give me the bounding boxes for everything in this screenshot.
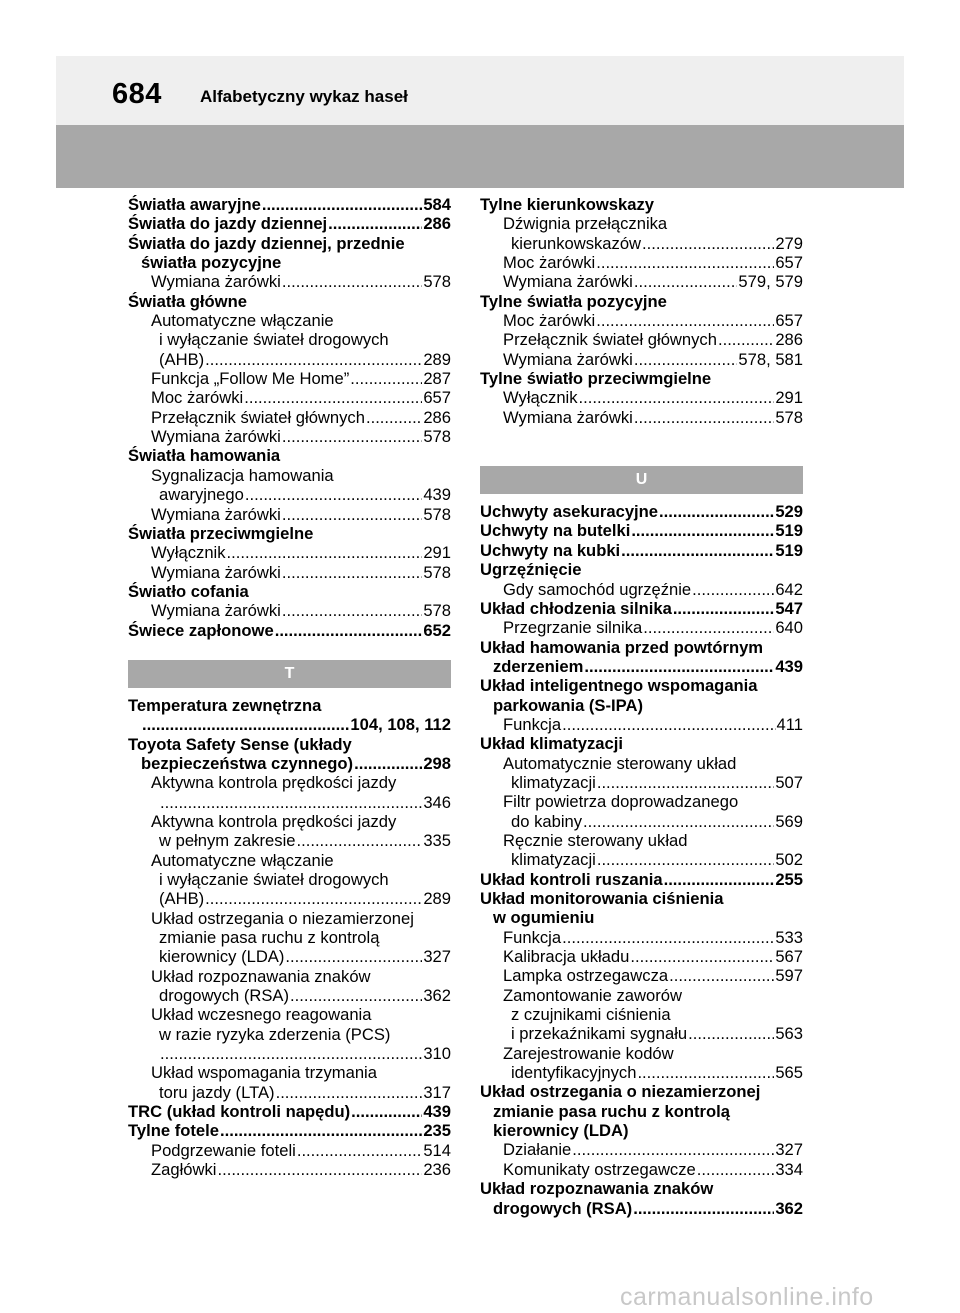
dot-leader bbox=[282, 505, 422, 524]
page-reference: 286 bbox=[423, 214, 451, 234]
dot-leader bbox=[282, 272, 422, 291]
index-subentry bbox=[128, 889, 451, 908]
entry-text: Tylne fotele bbox=[128, 1121, 219, 1141]
page-reference: 565 bbox=[775, 1063, 803, 1083]
entry-text: (AHB) bbox=[159, 889, 205, 909]
entry-text: kierownicy (LDA) bbox=[159, 947, 285, 967]
entry-text: Funkcja bbox=[503, 714, 562, 734]
index-subentry bbox=[480, 1160, 803, 1179]
entry-text: Moc żarówki bbox=[151, 388, 244, 408]
index-subentry: Filtr powietrza doprowadzanego bbox=[503, 792, 739, 812]
page-reference: 287 bbox=[423, 369, 451, 389]
entry-text: do kabiny bbox=[511, 811, 583, 831]
dot-leader bbox=[297, 1141, 422, 1160]
index-entry: Układ monitorowania ciśnienia bbox=[480, 889, 724, 908]
entry-text: Przegrzanie silnika bbox=[503, 618, 643, 638]
page-reference: 439 bbox=[775, 656, 803, 676]
index-subentry: i wyłączanie świateł drogowych bbox=[159, 330, 389, 350]
page-reference: 236 bbox=[423, 1160, 451, 1180]
page-reference: 569 bbox=[775, 811, 803, 831]
page-reference: 310 bbox=[423, 1044, 451, 1064]
dot-leader bbox=[634, 350, 738, 369]
dot-leader bbox=[642, 234, 774, 253]
entry-text: TRC (układ kontroli napędu) bbox=[128, 1102, 351, 1122]
entry-text: Uchwyty na kubki bbox=[480, 540, 621, 560]
index-entry bbox=[128, 715, 451, 734]
dot-leader bbox=[633, 1199, 774, 1218]
index-subentry bbox=[128, 350, 451, 369]
index-subentry bbox=[480, 773, 803, 792]
index-subentry: zmianie pasa ruchu z kontrolą bbox=[159, 928, 380, 948]
index-entry: Światła główne bbox=[128, 291, 247, 311]
dot-leader bbox=[220, 1121, 422, 1140]
entry-text: Wyłącznik bbox=[503, 388, 578, 408]
dot-leader bbox=[596, 311, 774, 330]
index-subentry: Układ rozpoznawania znaków bbox=[151, 966, 371, 986]
dot-leader bbox=[669, 966, 774, 985]
index-subentry: Sygnalizacja hamowania bbox=[151, 465, 334, 485]
page-reference: 327 bbox=[423, 947, 451, 967]
index-entry: Układ klimatyzacji bbox=[480, 734, 623, 754]
index-subentry bbox=[480, 812, 803, 831]
entry-text: klimatyzacji bbox=[511, 772, 596, 792]
dot-leader bbox=[350, 369, 422, 388]
entry-text: toru jazdy (LTA) bbox=[159, 1082, 275, 1102]
entry-text: Wymiana żarówki bbox=[151, 272, 281, 292]
page-reference: 507 bbox=[775, 772, 803, 792]
index-subentry bbox=[480, 408, 803, 427]
dot-leader bbox=[160, 793, 422, 812]
index-entry bbox=[480, 541, 803, 560]
page-title: Alfabetyczny wykaz haseł bbox=[200, 87, 408, 106]
dot-leader bbox=[366, 408, 422, 427]
dot-leader bbox=[597, 850, 774, 869]
page-reference: 578 bbox=[423, 272, 451, 292]
index-entry: kierownicy (LDA) bbox=[493, 1121, 629, 1141]
index-subentry bbox=[480, 234, 803, 253]
index-subentry bbox=[480, 330, 803, 349]
dot-leader bbox=[631, 521, 774, 540]
index-subentry: Automatyczne włączanie bbox=[151, 311, 334, 331]
index-subentry bbox=[480, 388, 803, 407]
header-title-strip bbox=[56, 56, 904, 125]
entry-text: Funkcja „Follow Me Home” bbox=[151, 369, 350, 389]
dot-leader bbox=[718, 330, 774, 349]
index-subentry: Układ ostrzegania o niezamierzonej bbox=[151, 908, 414, 928]
page-reference: 362 bbox=[423, 986, 451, 1006]
index-subentry: Automatycznie sterowany układ bbox=[503, 753, 737, 773]
entry-text: w pełnym zakresie bbox=[159, 831, 296, 851]
entry-text: Moc żarówki bbox=[503, 253, 596, 273]
dot-leader bbox=[227, 543, 423, 562]
entry-text: Świece zapłonowe bbox=[128, 620, 274, 640]
page-reference: 291 bbox=[775, 388, 803, 408]
dot-leader bbox=[583, 812, 774, 831]
index-entry bbox=[480, 599, 803, 618]
dot-leader bbox=[282, 427, 422, 446]
section-gap bbox=[128, 688, 451, 696]
dot-leader bbox=[579, 388, 775, 407]
page-reference: 529 bbox=[775, 502, 803, 522]
page-reference: 578 bbox=[423, 427, 451, 447]
index-entry: Światła przeciwmgielne bbox=[128, 523, 314, 543]
page-reference: 657 bbox=[423, 388, 451, 408]
dot-leader bbox=[244, 388, 422, 407]
page-reference: 317 bbox=[423, 1082, 451, 1102]
index-subentry bbox=[128, 485, 451, 504]
page-reference: 439 bbox=[423, 1102, 451, 1122]
dot-leader bbox=[282, 563, 422, 582]
index-entry bbox=[128, 754, 451, 773]
page-reference: 642 bbox=[775, 579, 803, 599]
dot-leader bbox=[217, 1160, 422, 1179]
index-subentry bbox=[480, 715, 803, 734]
index-subentry bbox=[128, 1141, 451, 1160]
dot-leader bbox=[643, 618, 774, 637]
index-entry bbox=[128, 214, 451, 233]
index-subentry bbox=[128, 1083, 451, 1102]
index-subentry: Zamontowanie zaworów bbox=[503, 985, 682, 1005]
index-subentry bbox=[480, 618, 803, 637]
index-entry: Światła do jazdy dziennej, przednie bbox=[128, 233, 405, 253]
page-reference: 533 bbox=[775, 927, 803, 947]
entry-text: Wymiana żarówki bbox=[151, 427, 281, 447]
index-entry bbox=[128, 1102, 451, 1121]
page-reference: 298 bbox=[423, 753, 451, 773]
index-subentry bbox=[480, 1140, 803, 1159]
entry-text: drogowych (RSA) bbox=[159, 986, 290, 1006]
page-number: 684 bbox=[112, 78, 162, 110]
watermark: carmanualsonline.info bbox=[620, 1283, 874, 1311]
dot-leader bbox=[630, 947, 774, 966]
index-subentry bbox=[128, 1160, 451, 1179]
page-reference: 547 bbox=[775, 598, 803, 618]
index-entry: Tylne światło przeciwmgielne bbox=[480, 369, 712, 389]
index-subentry bbox=[128, 543, 451, 562]
index-subentry bbox=[128, 831, 451, 850]
entry-text: awaryjnego bbox=[159, 485, 244, 505]
entry-text: Układ kontroli ruszania bbox=[480, 869, 663, 889]
entry-text: Działanie bbox=[503, 1140, 572, 1160]
index-entry bbox=[128, 195, 451, 214]
page-reference: 578 bbox=[423, 562, 451, 582]
page-reference: 657 bbox=[775, 253, 803, 273]
index-entry: Tylne światła pozycyjne bbox=[480, 291, 667, 311]
page-reference: 286 bbox=[775, 330, 803, 350]
index-subentry bbox=[128, 369, 451, 388]
section-gap bbox=[480, 494, 803, 502]
entry-text: Światła awaryjne bbox=[128, 195, 261, 214]
index-subentry bbox=[480, 1063, 803, 1082]
dot-leader bbox=[276, 1083, 423, 1102]
section-gap bbox=[128, 640, 451, 660]
index-subentry bbox=[128, 272, 451, 291]
dot-leader bbox=[692, 580, 774, 599]
entry-text: Gdy samochód ugrzęźnie bbox=[503, 579, 692, 599]
entry-text: Układ chłodzenia silnika bbox=[480, 598, 672, 618]
index-column-left bbox=[128, 195, 451, 1180]
entry-text: bezpieczeństwa czynnego) bbox=[141, 753, 354, 773]
page-reference: 255 bbox=[775, 869, 803, 889]
page-reference: 578 bbox=[775, 407, 803, 427]
index-subentry: i wyłączanie świateł drogowych bbox=[159, 870, 389, 889]
dot-leader bbox=[659, 502, 774, 521]
entry-text: identyfikacyjnych bbox=[511, 1063, 637, 1083]
page-reference: 578, 581 bbox=[738, 349, 803, 369]
entry-text: zderzeniem bbox=[493, 656, 584, 676]
entry-text: Kalibracja układu bbox=[503, 947, 630, 967]
index-entry: Temperatura zewnętrzna bbox=[128, 695, 322, 715]
page-reference: 291 bbox=[423, 543, 451, 563]
page-reference: 597 bbox=[775, 966, 803, 986]
index-subentry: Układ wczesnego reagowania bbox=[151, 1005, 372, 1025]
dot-leader bbox=[160, 1044, 422, 1063]
entry-text: Lampka ostrzegawcza bbox=[503, 966, 669, 986]
dot-leader bbox=[688, 1024, 774, 1043]
index-entry: Układ hamowania przed powtórnym bbox=[480, 637, 764, 657]
dot-leader bbox=[290, 986, 422, 1005]
entry-text: Wyłącznik bbox=[151, 543, 226, 563]
page-reference: 519 bbox=[775, 540, 803, 560]
page-reference: 652 bbox=[423, 620, 451, 640]
page-reference: 289 bbox=[423, 889, 451, 909]
dot-leader bbox=[634, 408, 774, 427]
dot-leader bbox=[664, 870, 775, 889]
entry-text: drogowych (RSA) bbox=[493, 1198, 633, 1218]
index-entry bbox=[480, 870, 803, 889]
entry-text: Przełącznik świateł głównych bbox=[503, 330, 717, 350]
entry-text: i przekaźnikami sygnału bbox=[511, 1024, 688, 1044]
index-subentry bbox=[480, 947, 803, 966]
index-entry: Układ inteligentnego wspomagania bbox=[480, 676, 758, 696]
page-reference: 502 bbox=[775, 850, 803, 870]
index-subentry bbox=[128, 986, 451, 1005]
index-subentry bbox=[128, 601, 451, 620]
index-entry: parkowania (S-IPA) bbox=[493, 695, 643, 715]
entry-text: Moc żarówki bbox=[503, 311, 596, 331]
page-reference: 235 bbox=[423, 1121, 451, 1141]
dot-leader bbox=[354, 754, 422, 773]
index-entry: zmianie pasa ruchu z kontrolą bbox=[493, 1101, 730, 1121]
index-entry bbox=[128, 621, 451, 640]
index-subentry bbox=[128, 1044, 451, 1063]
page-reference: 327 bbox=[775, 1140, 803, 1160]
index-column-right bbox=[480, 195, 803, 1218]
dot-leader bbox=[596, 253, 774, 272]
index-subentry bbox=[480, 580, 803, 599]
entry-text: Zagłówki bbox=[151, 1160, 217, 1180]
dot-leader bbox=[351, 1102, 422, 1121]
dot-leader bbox=[572, 1140, 774, 1159]
dot-leader bbox=[282, 601, 422, 620]
entry-text: Uchwyty asekuracyjne bbox=[480, 502, 659, 522]
index-subentry bbox=[480, 966, 803, 985]
entry-text: Wymiana żarówki bbox=[503, 272, 633, 292]
section-gap bbox=[480, 446, 803, 466]
section-header-t: T bbox=[128, 660, 451, 688]
index-subentry bbox=[480, 311, 803, 330]
page-reference: 411 bbox=[776, 714, 803, 734]
page-reference: 362 bbox=[775, 1198, 803, 1218]
index-subentry bbox=[128, 388, 451, 407]
index-entry: Toyota Safety Sense (układy bbox=[128, 734, 352, 754]
dot-leader bbox=[205, 350, 422, 369]
dot-leader bbox=[673, 599, 775, 618]
index-subentry bbox=[128, 563, 451, 582]
entry-text: Przełącznik świateł głównych bbox=[151, 407, 365, 427]
index-subentry: w razie ryzyka zderzenia (PCS) bbox=[159, 1024, 391, 1044]
section-header-u: U bbox=[480, 466, 803, 494]
entry-text: Światła do jazdy dziennej bbox=[128, 214, 328, 234]
entry-text: Podgrzewanie foteli bbox=[151, 1140, 296, 1160]
dot-leader bbox=[697, 1160, 775, 1179]
page-reference: 289 bbox=[423, 349, 451, 369]
index-entry: w ogumieniu bbox=[493, 908, 595, 928]
index-entry: Światła hamowania bbox=[128, 446, 281, 466]
page-reference: 279 bbox=[775, 233, 803, 253]
index-entry bbox=[480, 502, 803, 521]
dot-leader bbox=[621, 541, 774, 560]
entry-text: Wymiana żarówki bbox=[151, 601, 281, 621]
index-subentry: Układ wspomagania trzymania bbox=[151, 1063, 377, 1083]
dot-leader bbox=[245, 485, 422, 504]
page-reference: 578 bbox=[423, 601, 451, 621]
index-subentry bbox=[128, 427, 451, 446]
index-subentry bbox=[480, 272, 803, 291]
index-subentry bbox=[480, 850, 803, 869]
index-subentry bbox=[480, 253, 803, 272]
entry-text: kierunkowskazów bbox=[511, 233, 642, 253]
page-reference: 640 bbox=[775, 618, 803, 638]
index-entry bbox=[480, 521, 803, 540]
dot-leader bbox=[584, 657, 774, 676]
page-reference: 578 bbox=[423, 504, 451, 524]
index-subentry bbox=[128, 947, 451, 966]
entry-text: Wymiana żarówki bbox=[151, 504, 281, 524]
spacer bbox=[480, 427, 803, 446]
index-entry: Układ rozpoznawania znaków bbox=[480, 1179, 714, 1199]
page-reference: 439 bbox=[423, 485, 451, 505]
dot-leader bbox=[142, 715, 349, 734]
page-reference: 519 bbox=[775, 521, 803, 541]
dot-leader bbox=[285, 947, 422, 966]
entry-text: klimatyzacji bbox=[511, 850, 596, 870]
index-subentry bbox=[128, 408, 451, 427]
page-reference: 104, 108, 112 bbox=[350, 715, 451, 735]
dot-leader bbox=[597, 773, 774, 792]
page-reference: 346 bbox=[423, 792, 451, 812]
dot-leader bbox=[328, 214, 422, 233]
entry-text: Wymiana żarówki bbox=[503, 407, 633, 427]
index-subentry: Ręcznie sterowany układ bbox=[503, 830, 688, 850]
index-subentry bbox=[480, 350, 803, 369]
index-subentry bbox=[128, 505, 451, 524]
index-entry: Tylne kierunkowskazy bbox=[480, 195, 654, 214]
index-entry: Układ ostrzegania o niezamierzonej bbox=[480, 1082, 761, 1102]
entry-text: (AHB) bbox=[159, 349, 205, 369]
entry-text: Komunikaty ostrzegawcze bbox=[503, 1159, 696, 1179]
index-entry: Światło cofania bbox=[128, 581, 249, 601]
entry-text: Uchwyty na butelki bbox=[480, 521, 631, 541]
page-reference: 567 bbox=[775, 947, 803, 967]
index-entry bbox=[128, 1121, 451, 1140]
page-reference: 514 bbox=[423, 1140, 451, 1160]
dot-leader bbox=[297, 831, 423, 850]
page-reference: 584 bbox=[423, 195, 451, 214]
dot-leader bbox=[262, 195, 422, 214]
index-subentry: Aktywna kontrola prędkości jazdy bbox=[151, 773, 397, 793]
index-subentry: Zarejestrowanie kodów bbox=[503, 1043, 674, 1063]
entry-text: Wymiana żarówki bbox=[503, 349, 633, 369]
index-subentry bbox=[480, 928, 803, 947]
entry-text: Wymiana żarówki bbox=[151, 562, 281, 582]
page-reference: 334 bbox=[775, 1159, 803, 1179]
index-subentry: Dźwignia przełącznika bbox=[503, 214, 668, 234]
page-reference: 335 bbox=[423, 831, 451, 851]
dot-leader bbox=[562, 928, 774, 947]
index-entry bbox=[480, 657, 803, 676]
index-entry bbox=[480, 1199, 803, 1218]
dot-leader bbox=[205, 889, 422, 908]
page-reference: 563 bbox=[775, 1024, 803, 1044]
index-entry: Ugrzęźnięcie bbox=[480, 560, 582, 580]
index-subentry bbox=[128, 793, 451, 812]
index-entry: światła pozycyjne bbox=[141, 253, 282, 273]
index-subentry bbox=[480, 1024, 803, 1043]
dot-leader bbox=[275, 621, 423, 640]
index-subentry: Automatyczne włączanie bbox=[151, 850, 334, 870]
index-subentry: z czujnikami ciśnienia bbox=[511, 1005, 671, 1025]
page-reference: 286 bbox=[423, 407, 451, 427]
index-subentry: Aktywna kontrola prędkości jazdy bbox=[151, 811, 397, 831]
dot-leader bbox=[634, 272, 738, 291]
dot-leader bbox=[637, 1063, 774, 1082]
dot-leader bbox=[562, 715, 775, 734]
page-reference: 657 bbox=[775, 311, 803, 331]
page-reference: 579, 579 bbox=[738, 272, 803, 292]
entry-text: Funkcja bbox=[503, 927, 562, 947]
